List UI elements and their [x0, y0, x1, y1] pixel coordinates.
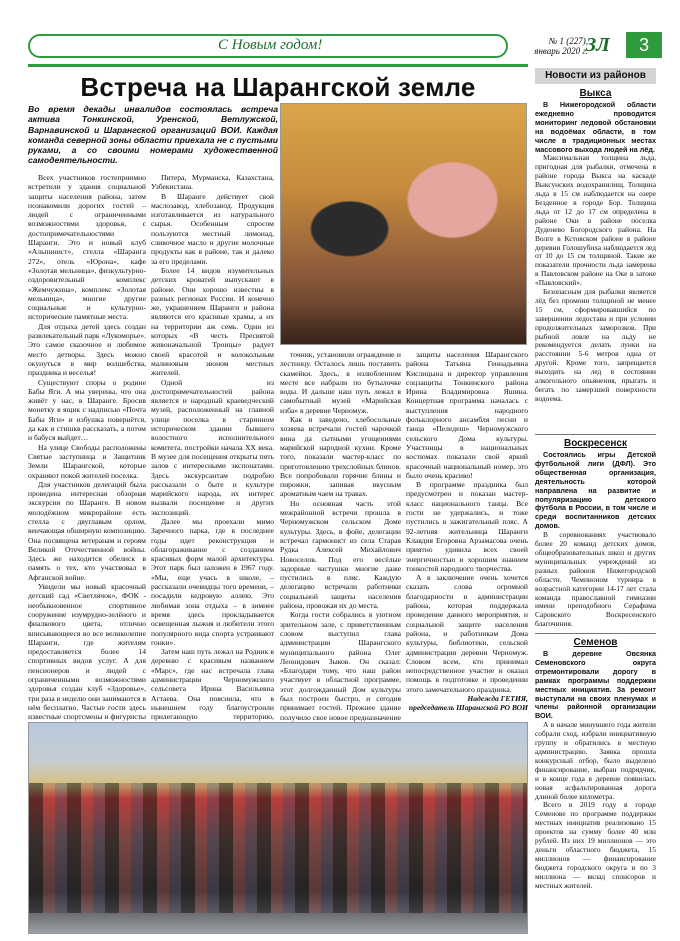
paragraph: Увидели мы новый красочный детский сад «Светлячок», ФОК - необыкновенное спортивное сооружение изумрудно-зелёного и фиалкового цвета, отлично вписывающееся во все великолепие Шаранги, где жителям предоставляется более 14 спортивных видов услуг. А для пенсионеров и людей с ограниченными возможностями здоровья создан клуб «Здоровье», три раза в неделю они занимаются в нём бесплатно. Частые гости здесь известные спортсмены и фигуристы — [28, 582, 146, 722]
news-sidebar — [535, 68, 656, 936]
author-name: Надежда ГЕТИЯ, — [467, 693, 528, 703]
article-photo-hosts — [280, 103, 527, 345]
news-title-voskresensk: Воскресенск — [563, 438, 628, 449]
paragraph: Когда гости собрались в уютном зрительном зале, с приветственным словом выступил глава администрации Шарангского муниципального района Олег Леонидович Зыков. Он сказал: «Благодаря тому, что наш район участвует в областной программе, этот долгожданный Дом культуры был построен быстро, и сегодня принимает гостей. Прежнее здание получило свое новое предназначение — [280, 610, 401, 722]
issue-number: № 1 (227), — [548, 36, 588, 46]
paragraph: Но основная часть этой межрайонной встречи прошла в Черномужском сельском Доме культуры. Здесь, в фойе, делегации встречал гармонист из села Старая Рудка Алексей Михайлович Новоселов. Под его весёлые задорные частушки многие даже пустились в пляс. Каждую делегацию встречали работники социальной защиты населения района, провожая их до места. — [280, 498, 401, 611]
news-lead: Состоялись игры Детской футбольной лиги (ДФЛ). Это общественная организация, деятельность которой направлена на развитие и популяризацию детского футбола в России, в том числе и среди воспитанников детских домов. — [535, 450, 656, 531]
article-column-1 — [28, 173, 146, 722]
issue-info — [518, 36, 588, 56]
paragraph: В программе праздника был предусмотрен и показан мастер-класс национального танца. Все гости не удержались, и тоже пустились в зажигательный пляс. А 92-летняя жительница Шаранги Клавдия Егоровна Арзамасова очень приятно удивила всех своей энергичностью и хорошим знанием тонкостей народного творчества. — [406, 480, 528, 573]
article-lead: Во время декады инвалидов состоялась встреча актива Тонкинской, Уренской, Ветлужской, Варнавинской и Шарангской организаций ВОИ. Каждая команда северной зоны области приехала не с пустыми руками, а со своими номерами художественной самодеятельности. — [28, 104, 278, 166]
article-column-4 — [406, 350, 528, 717]
paragraph: Питера, Мурманска, Казахстана, Узбекистана. — [151, 173, 274, 192]
paragraph: Для участников делегаций была проведена интересная обзорная экскурсия по Шаранге. В новом молодёжном микрорайоне есть стелла с двуглавым орлом, венчающая обширную композицию. Она посвящена ветеранам и героям Великой Отечественной войны. Здесь же находится обелиск в память о тех, кто участвовал в Афганской войне. — [28, 479, 146, 582]
article-headline: Встреча на Шарангской земле — [80, 72, 476, 102]
paragraph: А в начале минувшего года жители собрали сход, избрали инициативную группу и обратились в местную администрацию. Заявка прошла конкурсный отбор, было выделено финансирование, выбран подрядчик, и в конце года в деревне появилась новая асфальтированная дорога длиной более километра. — [535, 720, 656, 801]
page-header — [28, 34, 656, 60]
page-number: 3 — [626, 32, 662, 58]
paragraph: Безопасным для рыбалки является лёд без промоин толщиной не менее 15 см, сформировавшийся по завершении ледостава и при условии продолжительных заморозков. При рыбной ловле на льду не рекомендуется делать лунки на расстоянии 5-6 метров одна от другой. Кроме того, запрещается выходить на лед в состоянии алкогольного опьянения, прыгать и бегать по замерзшей поверхности водоема. — [535, 287, 656, 403]
paragraph: точник, установили ограждение и лестницу. Осталось лишь поставить скамейки. Здесь, в излюбленном месте все набрали по бутылочке воды. И дальше наш путь лежал в самобытный музей «Марийская изба» в деревне Черномуж. — [280, 350, 401, 415]
news-lead: В Нижегородской области ежедневно проводится мониторинг ледовой обстановки на водоёмах области, в том числе в традиционных местах массового выхода людей на лёд. — [535, 100, 656, 154]
author-role: председатель Шарангской РО ВОИ — [408, 703, 528, 713]
paragraph: Затем наш путь лежал на Родник в деревню с красивым названием «Марс», где нас встречала глава администрации Черномужского сельсовета Ирина Васильевна Агтаева. Она пояснила, что в нынешнем году благоустроили прилегающую территорию, — [151, 647, 274, 722]
paragraph: Как и заведено, хлебосольные хозяева встречали гостей чарочкой вина да сытными угощениями марийской народной кухни. Кроме того, показали мастер-класс по приготовлению трехслойных блинов. Все попробовали горячие блины и пирожки, запивая вкусным ароматным чаем на травах. — [280, 415, 401, 499]
paragraph: защиты населения Шарангского района Татьяна Геннадьевна Кислицына и директор управления соцзащиты Тонкинского района Ирина Владимировна Яшина. Концертная программа началась с выступления народного фольклорного ансамбля песни и танца «Пеледеш» Черномужского сельского Дома культуры. Участницы в национальных костюмах показали свой яркий красочный национальный номер, это было очень красиво! — [406, 350, 528, 480]
sidebar-header: Новости из районов — [535, 68, 656, 84]
news-body-voskresensk — [535, 451, 656, 629]
paragraph: Далее мы проехали мимо Заречного парка, где в последнее годы идет реконструкция и облагораживание с созданием красивых форм малой архитектуры. Этот парк был заложен в 1967 году. «Мы, еще учась в школе, – рассказали очевидцы того времени, – посадили кедровую аллею. Это любимая зона отдыха – в зимнее время здесь прокладывается освещенная лыжня и любители этого популярного вида спорта устраивают гонки». — [151, 516, 274, 647]
news-title-vyksa: Выкса — [579, 88, 612, 99]
paragraph: На улице Свободы расположены Святые заступница и Защитник Земли Шарангской, которые охраняют покой жителей поселка. — [28, 442, 146, 480]
paragraph: Всего в 2019 году в городе Семенове по программе поддержки местных инициатив реализовано 15 проектов на сумму более 40 млн рублей. Из них 19 миллионов — это деньги областного бюджета, 15 миллионов — финансирование бюджета городского округа и по 3 миллиона — вклад спонсоров и местных жителей. — [535, 800, 656, 890]
paragraph: В Шаранге действует свой маслозавод, хлебозавод. Продукция изготавливается из натурального сырья. Особенным спросом пользуются местный лимонад, сливочное масло и другие молочные продукты как в районе, так и далеко за его пределами. — [151, 191, 274, 266]
article-column-3 — [280, 350, 401, 722]
paragraph: Одной из достопримечательностей района является и народный краеведческий музей, расположенный на главной улице поселка в старинном историческом здании бывшего волостного исполнительного комитета, постройки начала XX века. В музее для посещения открыты пять залов с интересными экспонатами. Здесь экскурсантам подробно рассказали о быте и культуре марийского народа, их интерес вызвали посещение и других экспозиций. — [151, 377, 274, 517]
paragraph: Всех участников гостеприимно встретили у здания социальной защиты населения района, затем познакомили дорогих гостей – людей с ограниченными возможностями здоровья, с достопримечательностями Шаранги. Это и новый клуб «Альпинист», стелла «Шаранга 272», отель «Юрона», кафе «Золотая мельница», физкультурно-оздоровительный комплекс «Жемчужина», комплекс «Золотая мельница», многие другие социальные и культурно-исторические памятные места. — [28, 173, 146, 322]
news-body-vyksa — [535, 101, 656, 429]
paragraph: Максимальная толщина льда, пригодная для рыбалки, отмечена в районе города Выкса на каскаде Выксунских водохранилищ. Толщина льда в 15 см наблюдается на озере Безденное в городе Бор. Толщина льда от 12 до 17 см определена в районе Оки в районе поселка Дуденево Богородского района. На Волге в Кстовском районе в районе деревни Голошубиха наблюдается лед от 10 до 15 см толщиной. Такие же показатели прочности льда замерены в Павловском районе на Оке в затоне «Павловский». — [535, 153, 656, 288]
section-title: С Новым годом! — [218, 37, 323, 53]
news-title-semenov: Семенов — [573, 637, 618, 648]
divider — [535, 434, 656, 435]
article-column-2 — [151, 173, 274, 722]
news-body-semenov — [535, 650, 656, 934]
divider — [535, 633, 656, 634]
header-rule — [28, 64, 528, 67]
newspaper-logo: ЗЛ — [586, 34, 610, 56]
paragraph: А в заключение очень хочется сказать слова огромной благодарности и администрации района, которая поддержала проведение данного мероприятия, и социальной защите населения района, и работникам Дома культуры, библиотеки, сельской администрации деревни Черномуж. Словом всем, кто принимал непосредственное участие и оказал помощь в подготовке и проведении этого замечательного праздника. — [406, 573, 528, 694]
paragraph: Для отдыха детей здесь создан развлекательный парк «Лукоморье». Это самое сказочное и любимое место детворы. Здесь можно окунуться в мир волшебства, праздника и веселья! — [28, 321, 146, 378]
issue-date: январь 2020 г. — [534, 46, 588, 56]
paragraph: Существуют споры о родине Бабы Яги. А мы уверены, что она живёт у нас, в Шаранге. Бросив монетку в ящик с надписью «Почта Бабы Яги» и избушка повернётся, да как и стишкв рассказать, а потом и бабуся выйдет… — [28, 377, 146, 443]
news-lead: В деревне Овсянка Семеновского округа отремонтировали дорогу в рамках программы поддержки местных инициатив. За ремонт выступали на своих пленумах и члены районной организации ВОИ. — [535, 649, 656, 721]
paragraph: Более 14 видов изумительных детских кроватей выпускают в районе. Они хорошо известны в разных регионах России. И конечно же, украшением Шаранги и района являются его красивые храмы, а их на территории аж семь. Один из которых «В честь Пресвятой живоначальной Троицы» радует своей красотой и колокольным малиновым звоном местных жителей. — [151, 265, 274, 378]
article-photo-group — [28, 722, 528, 934]
paragraph: В соревнованиях участвовало более 20 команд детских домов, общеобразовательных школ и других муниципальных учреждений из разных районов Нижегородской области. Чемпионом турнира в возрастной категории 14-17 лет стала команда православной гимназии имени преподобного Серафима Саровского Воскресенского благочиния. — [535, 530, 656, 629]
